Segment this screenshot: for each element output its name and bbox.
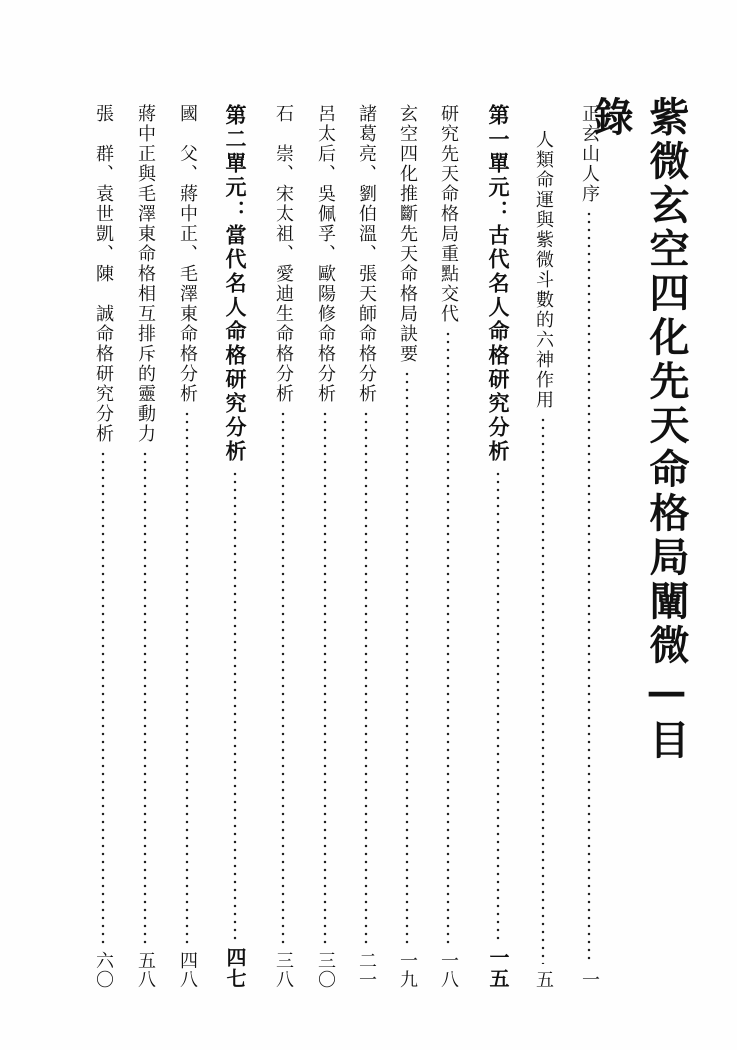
toc-unit-one xyxy=(479,104,513,989)
dot-leader xyxy=(483,470,513,941)
dot-leader xyxy=(310,410,340,945)
page-title: 紫微玄空四化先天命格局闡微—目錄 xyxy=(587,96,690,763)
toc-entry-page: 二一 xyxy=(356,951,377,989)
toc-entry-page: 一五 xyxy=(486,947,510,989)
toc-entry-page: 三八 xyxy=(273,951,294,989)
toc-entry-guofu xyxy=(172,104,202,989)
toc-entry-page: 一九 xyxy=(397,951,418,989)
dot-leader xyxy=(392,370,422,945)
dot-leader xyxy=(172,410,202,945)
toc-entry-key-points xyxy=(433,104,463,989)
toc-entry-six-gods xyxy=(528,130,558,989)
toc-entry-page: 四七 xyxy=(223,947,247,989)
toc-entry-page: 一 xyxy=(579,970,600,989)
toc-entry-label: 張 群、袁世凱、陳 誠命格研究分析 xyxy=(93,104,114,444)
dot-leader xyxy=(220,470,250,941)
toc-entry-zhuge xyxy=(351,104,381,989)
dot-leader xyxy=(574,210,604,964)
toc-entry-label: 呂太后、吳佩孚、歐陽修命格分析 xyxy=(315,104,336,404)
toc-entry-label: 人類命運與紫微斗數的六神作用 xyxy=(533,130,554,410)
toc-entry-page: 四八 xyxy=(177,951,198,989)
dot-leader xyxy=(130,450,160,945)
toc-unit-label: 第二單元：當代名人命格研究分析 xyxy=(223,104,248,464)
toc-entry-page: 五八 xyxy=(135,951,156,989)
toc-entry-preface xyxy=(574,104,604,989)
dot-leader xyxy=(433,330,463,945)
toc-entry-formula xyxy=(392,104,422,989)
toc-entry-label: 國 父、蔣中正、毛澤東命格分析 xyxy=(177,104,198,404)
dot-leader xyxy=(351,410,381,945)
toc-entry-jiang-mao xyxy=(130,104,160,989)
dot-leader xyxy=(268,410,298,945)
dot-leader xyxy=(528,416,558,964)
toc-entry-label: 石 崇、宋太祖、愛迪生命格分析 xyxy=(273,104,294,404)
toc-entry-page: 五 xyxy=(533,970,554,989)
toc-entry-label: 蔣中正與毛澤東命格相互排斥的靈動力 xyxy=(135,104,156,444)
toc-unit-two xyxy=(216,104,250,989)
toc-entry-label: 諸葛亮、劉伯溫、張天師命格分析 xyxy=(356,104,377,404)
toc-entry-shi xyxy=(268,104,298,989)
toc-entry-lu xyxy=(310,104,340,989)
toc-entry-page: 三〇 xyxy=(315,951,336,989)
toc-entry-label: 玄空四化推斷先天命格局訣要 xyxy=(397,104,418,364)
toc-entry-page: 六〇 xyxy=(93,951,114,989)
toc-entry-page: 一八 xyxy=(438,951,459,989)
dot-leader xyxy=(88,450,118,945)
toc-entry-label: 正玄山人序 xyxy=(579,104,600,204)
toc-entry-label: 研究先天命格局重點交代 xyxy=(438,104,459,324)
toc-entry-zhang-qun xyxy=(88,104,118,989)
toc-unit-label: 第一單元：古代名人命格研究分析 xyxy=(486,104,511,464)
